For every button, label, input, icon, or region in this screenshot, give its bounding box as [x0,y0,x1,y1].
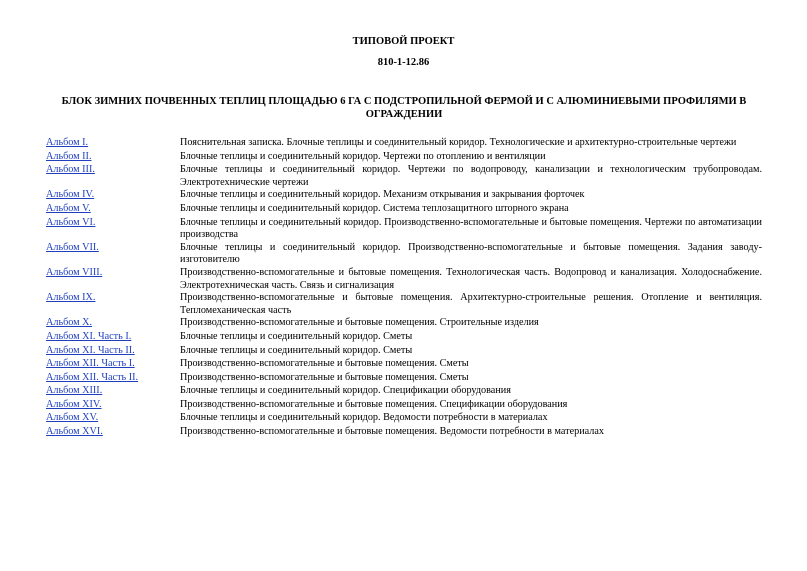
album-link-cell [46,399,180,413]
album-link[interactable]: Альбом XII. Часть I. [46,358,135,370]
album-link-cell [46,358,180,372]
album-row [46,399,762,413]
project-heading: БЛОК ЗИМНИХ ПОЧВЕННЫХ ТЕПЛИЦ ПЛОЩАДЬЮ 6 ГА С ПОДСТРОПИЛЬНОЙ ФЕРМОЙ И С АЛЮМИНИЕВЫМИ ПРОФИЛЯМИ В ОГРАЖДЕНИИ [61,96,747,120]
album-description: Производственно-вспомогательные и бытовые помещения. Архитектурно-строительные решения. Отопление и вентиляция. Тепломеханическая часть [180,292,762,316]
album-link-cell [46,317,180,331]
album-link-cell [46,164,180,189]
album-link[interactable]: Альбом VI. [46,216,96,228]
album-row [46,317,762,331]
album-row [46,412,762,426]
album-link[interactable]: Альбом IX. [46,292,96,304]
album-link[interactable]: Альбом V. [46,202,91,214]
album-row [46,358,762,372]
album-link-cell [46,412,180,426]
album-link[interactable]: Альбом VII. [46,241,99,253]
album-link[interactable]: Альбом I. [46,137,89,148]
album-row [46,137,762,151]
album-row [46,331,762,345]
album-description: Блочные теплицы и соединительный коридор. Спецификации оборудования [180,385,511,397]
album-link-cell [46,345,180,359]
album-row [46,189,762,203]
album-row [46,345,762,359]
album-link[interactable]: Альбом VIII. [46,266,103,278]
album-link[interactable]: Альбом XIII. [46,385,103,397]
album-description: Блочные теплицы и соединительный коридор. Чертежи по водопроводу, канализации и технологическим трубопроводам. Электротехнические чертежи [180,164,762,188]
album-link-cell [46,217,180,242]
album-link-cell [46,137,180,151]
album-link[interactable]: Альбом X. [46,317,93,329]
album-description: Производственно-вспомогательные и бытовые помещения. Ведомости потребности в материалах [180,426,604,438]
album-link-cell [46,151,180,165]
document-title: ТИПОВОЙ ПРОЕКТ [352,36,455,47]
album-link[interactable]: Альбом XI. Часть II. [46,344,135,356]
album-description: Блочные теплицы и соединительный коридор. Чертежи по отоплению и вентиляции [180,150,546,162]
album-link[interactable]: Альбом XV. [46,412,99,424]
album-row [46,372,762,386]
album-description: Блочные теплицы и соединительный коридор. Сметы [180,344,413,356]
album-row [46,292,762,317]
album-description: Блочные теплицы и соединительный коридор. Ведомости потребности в материалах [180,412,548,424]
album-description: Производственно-вспомогательные и бытовые помещения. Строительные изделия [180,317,539,329]
album-link[interactable]: Альбом III. [46,164,95,176]
project-code: 810-1-12.86 [377,57,430,68]
album-row [46,217,762,242]
album-row [46,385,762,399]
album-link-cell [46,331,180,345]
album-link-cell [46,189,180,203]
album-row [46,164,762,189]
album-link-cell [46,203,180,217]
album-link[interactable]: Альбом XII. Часть II. [46,371,139,383]
album-row [46,151,762,165]
album-link[interactable]: Альбом IV. [46,189,95,201]
album-description: Производственно-вспомогательные и бытовые помещения. Технологическая часть. Водопровод и канализация. Холодоснабжение. Электротехническая часть. Связь и сигнализация [180,266,762,291]
album-description: Блочные теплицы и соединительный коридор. Система теплозащитного шторного экрана [180,202,569,214]
album-row [46,267,762,292]
album-row [46,242,762,267]
album-link[interactable]: Альбом XVI. [46,426,103,438]
album-list [46,137,762,440]
album-description: Производственно-вспомогательные и бытовые помещения. Сметы [180,371,469,383]
album-link-cell [46,385,180,399]
album-link-cell [46,267,180,292]
album-link[interactable]: Альбом XI. Часть I. [46,330,132,342]
album-description: Блочные теплицы и соединительный коридор. Производственно-вспомогательные и бытовые помещения. Чертежи по автоматизации производства [180,216,762,241]
album-description: Пояснительная записка. Блочные теплицы и соединительный коридор. Технологические и архитектурно-строительные чертежи [180,137,737,148]
album-link[interactable]: Альбом II. [46,150,92,162]
album-row [46,426,762,440]
album-description: Блочные теплицы и соединительный коридор. Механизм открывания и закрывания форточек [180,189,585,201]
album-link-cell [46,292,180,317]
album-description: Производственно-вспомогательные и бытовые помещения. Сметы [180,358,469,370]
album-link-cell [46,242,180,267]
document-header [0,36,807,68]
album-row [46,203,762,217]
album-description: Блочные теплицы и соединительный коридор. Сметы [180,330,413,342]
album-link-cell [46,372,180,386]
album-link-cell [46,426,180,440]
album-link[interactable]: Альбом XIV. [46,398,102,410]
album-description: Производственно-вспомогательные и бытовые помещения. Спецификации оборудования [180,398,568,410]
album-description: Блочные теплицы и соединительный коридор. Производственно-вспомогательные и бытовые помещения. Задания заводу-изготовителю [180,241,762,266]
